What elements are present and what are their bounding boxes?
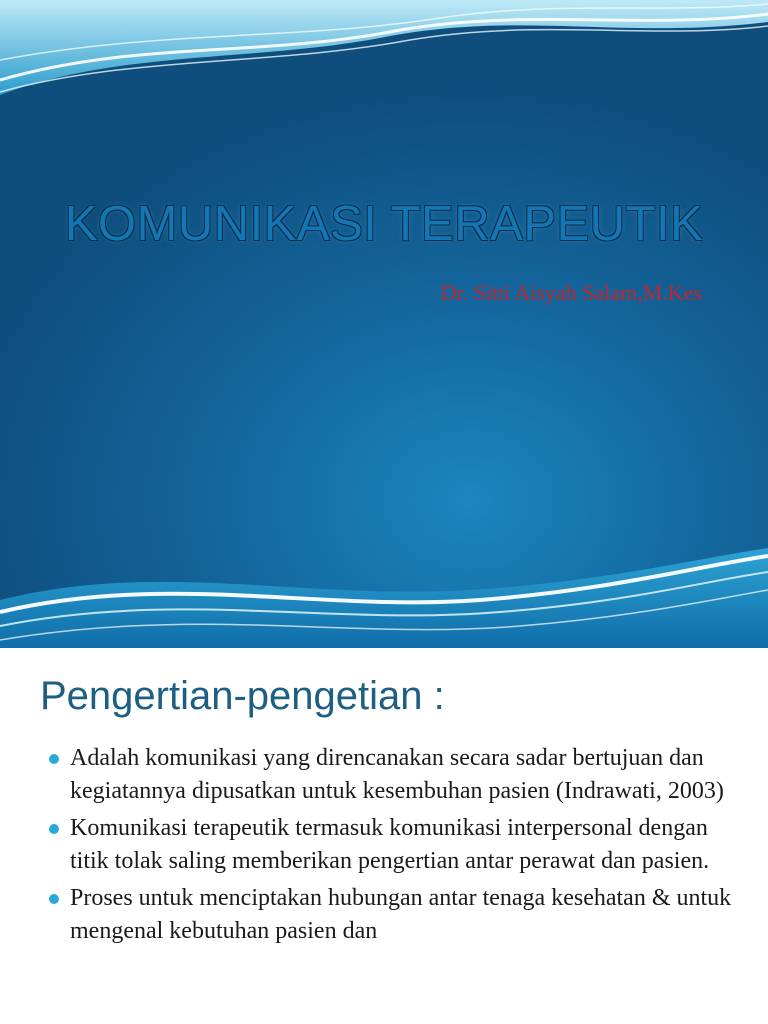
slide-title: KOMUNIKASI TERAPEUTIK: [64, 197, 704, 251]
list-item: [48, 882, 748, 948]
bullet-text: Komunikasi terapeutik termasuk komunikasi interpersonal dengan titik tolak saling memberikan pengertian antar perawat dan pasien.: [70, 815, 710, 874]
bullet-text: Adalah komunikasi yang direncanakan secara sadar bertujuan dan kegiatannya dipusatkan untuk kesembuhan pasien (Indrawati, 2003): [70, 745, 724, 804]
author-subtitle: Dr. Sitti Aisyah Salam,M.Kes: [440, 280, 702, 305]
bullet-list: [48, 742, 748, 952]
list-item: [48, 742, 748, 808]
bullet-text: Proses untuk menciptakan hubungan antar tenaga kesehatan & untuk mengenal kebutuhan pasien dan: [70, 885, 732, 944]
content-slide: [0, 648, 768, 1024]
content-heading: Pengertian-pengetian :: [40, 674, 445, 718]
bullet-dot-icon: [49, 894, 59, 904]
bullet-dot-icon: [49, 824, 59, 834]
bullet-dot-icon: [49, 754, 59, 764]
list-item: [48, 812, 748, 878]
